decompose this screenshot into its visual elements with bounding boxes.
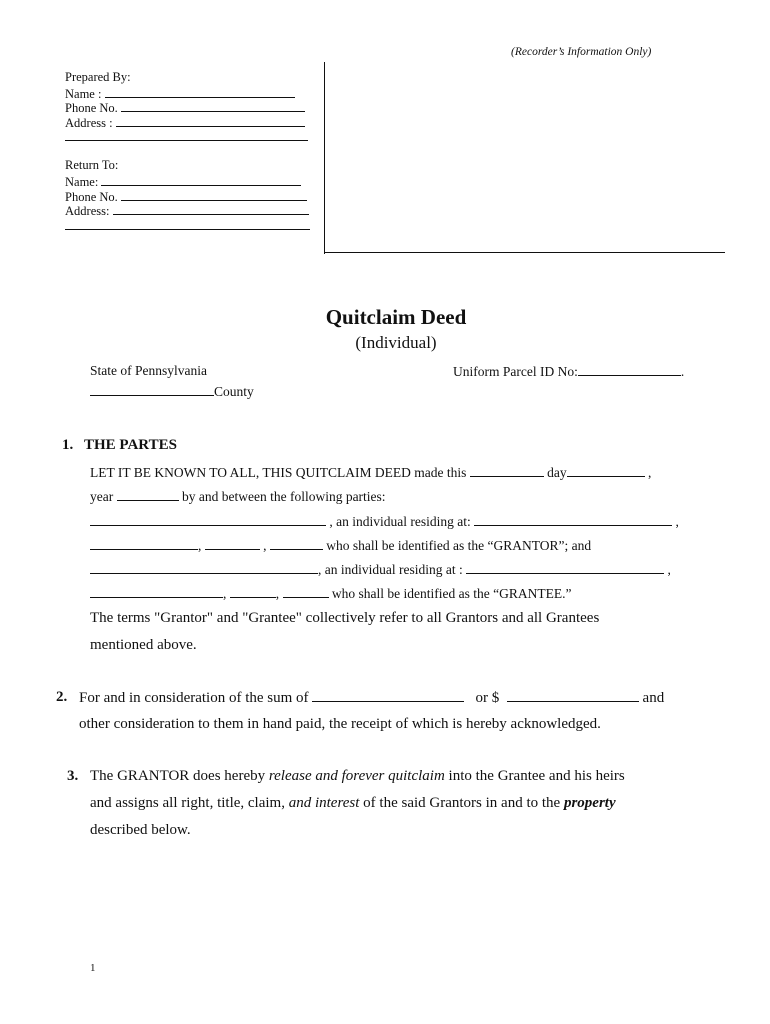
year-field[interactable]	[117, 488, 179, 501]
grantee-state-field[interactable]	[230, 585, 276, 598]
section-1-number: 1.	[62, 437, 74, 453]
return-to-name-field[interactable]	[101, 173, 301, 186]
county-field[interactable]	[90, 383, 214, 396]
parcel-row	[453, 363, 684, 380]
section-2-line-2: other consideration to them in hand paid, the receipt of which is hereby acknowledged.	[79, 716, 601, 732]
grantor-name-field[interactable]	[90, 513, 326, 526]
document-subtitle: (Individual)	[355, 333, 437, 352]
of-said-grantors-text: of the said Grantors in and to the	[363, 795, 561, 811]
prepared-by-address-line-2[interactable]	[65, 128, 308, 141]
grantor-does-text: The GRANTOR does hereby	[90, 768, 266, 784]
section-1-line-2	[90, 488, 386, 505]
section-2-line-1	[79, 689, 664, 707]
grantor-residing-text: , an individual residing at:	[329, 514, 471, 529]
grantor-state-field[interactable]	[205, 537, 260, 550]
prepared-by-phone-field[interactable]	[121, 99, 305, 112]
grantee-name-field[interactable]	[90, 561, 318, 574]
month-field[interactable]	[567, 464, 645, 477]
or-dollar-text: or $	[475, 690, 500, 706]
section-2-number: 2.	[56, 689, 68, 705]
grantee-zip-field[interactable]	[283, 585, 329, 598]
grantee-residing-text: , an individual residing at :	[318, 562, 463, 577]
section-1-line-1	[90, 464, 651, 481]
section-3-line-1	[90, 768, 625, 785]
grantor-zip-field[interactable]	[270, 537, 323, 550]
line-3-comma: ,	[675, 514, 679, 529]
county-row	[90, 383, 254, 400]
return-to-phone-field[interactable]	[121, 188, 307, 201]
prepared-by-address-label: Address :	[65, 116, 113, 130]
parcel-label: Uniform Parcel ID No:	[453, 364, 578, 379]
comma-4: ,	[275, 586, 280, 601]
prepared-by-name-label: Name :	[65, 87, 102, 101]
year-label: year	[90, 489, 114, 504]
grantee-address-field[interactable]	[466, 561, 664, 574]
section-1-line-4	[90, 537, 591, 554]
return-to-name-label: Name:	[65, 175, 99, 189]
section-1-line-5	[90, 561, 671, 578]
recorder-box-bottom-border	[324, 252, 725, 253]
and-text: and	[642, 690, 665, 706]
line-5-comma: ,	[667, 562, 671, 577]
comma-3: ,	[223, 586, 227, 601]
return-to-address-field[interactable]	[113, 202, 309, 215]
terms-line-2: mentioned above.	[90, 637, 197, 653]
page-number: 1	[90, 962, 96, 974]
parcel-end: .	[680, 364, 685, 379]
line-1-comma: ,	[647, 465, 652, 480]
comma-2: ,	[263, 538, 267, 553]
section-1-line-3	[90, 513, 679, 530]
section-3-line-3: described below.	[90, 822, 191, 838]
grantor-address-field[interactable]	[474, 513, 672, 526]
and-interest-text: and interest	[288, 795, 360, 811]
prepared-by-address-field[interactable]	[116, 114, 305, 127]
section-1-line-6	[90, 585, 571, 602]
assigns-text: and assigns all right, title, claim,	[90, 795, 285, 811]
section-1-heading: THE PARTES	[84, 437, 177, 453]
grantee-city-field[interactable]	[90, 585, 223, 598]
grantor-city-field[interactable]	[90, 537, 198, 550]
into-grantee-text: into the Grantee and his heirs	[448, 768, 625, 784]
property-text: property	[563, 795, 616, 811]
release-quitclaim-text: release and forever quitclaim	[268, 768, 445, 784]
section-3-line-2	[90, 795, 616, 812]
return-to-address-label: Address:	[65, 204, 110, 218]
parcel-id-field[interactable]	[578, 363, 681, 376]
consideration-text: For and in consideration of the sum of	[79, 690, 309, 706]
return-to-address-line-2[interactable]	[65, 217, 310, 230]
day-field[interactable]	[470, 464, 544, 477]
sum-amount-field[interactable]	[507, 689, 639, 702]
prepared-by-phone-label: Phone No.	[65, 101, 118, 115]
comma-1: ,	[198, 538, 202, 553]
day-label: day	[547, 465, 567, 480]
sum-words-field[interactable]	[312, 689, 464, 702]
grantee-identified-text: who shall be identified as the “GRANTEE.”	[331, 586, 572, 601]
document-title: Quitclaim Deed	[325, 305, 467, 329]
return-to-phone-label: Phone No.	[65, 190, 118, 204]
prepared-by-heading: Prepared By:	[65, 70, 131, 84]
made-this-text: LET IT BE KNOWN TO ALL, THIS QUITCLAIM DEED made this	[90, 465, 467, 480]
prepared-by-name-field[interactable]	[105, 85, 295, 98]
recorder-note: (Recorder’s Information Only)	[511, 46, 652, 58]
parties-text: by and between the following parties:	[181, 489, 386, 504]
state-text: State of Pennsylvania	[90, 363, 207, 378]
county-label: County	[214, 384, 254, 399]
terms-line-1: The terms "Grantor" and "Grantee" collectively refer to all Grantors and all Grantees	[90, 610, 600, 626]
grantor-identified-text: who shall be identified as the “GRANTOR”; and	[326, 538, 592, 553]
return-to-heading: Return To:	[65, 158, 119, 172]
recorder-box-left-border	[324, 62, 325, 254]
section-3-number: 3.	[67, 768, 79, 784]
